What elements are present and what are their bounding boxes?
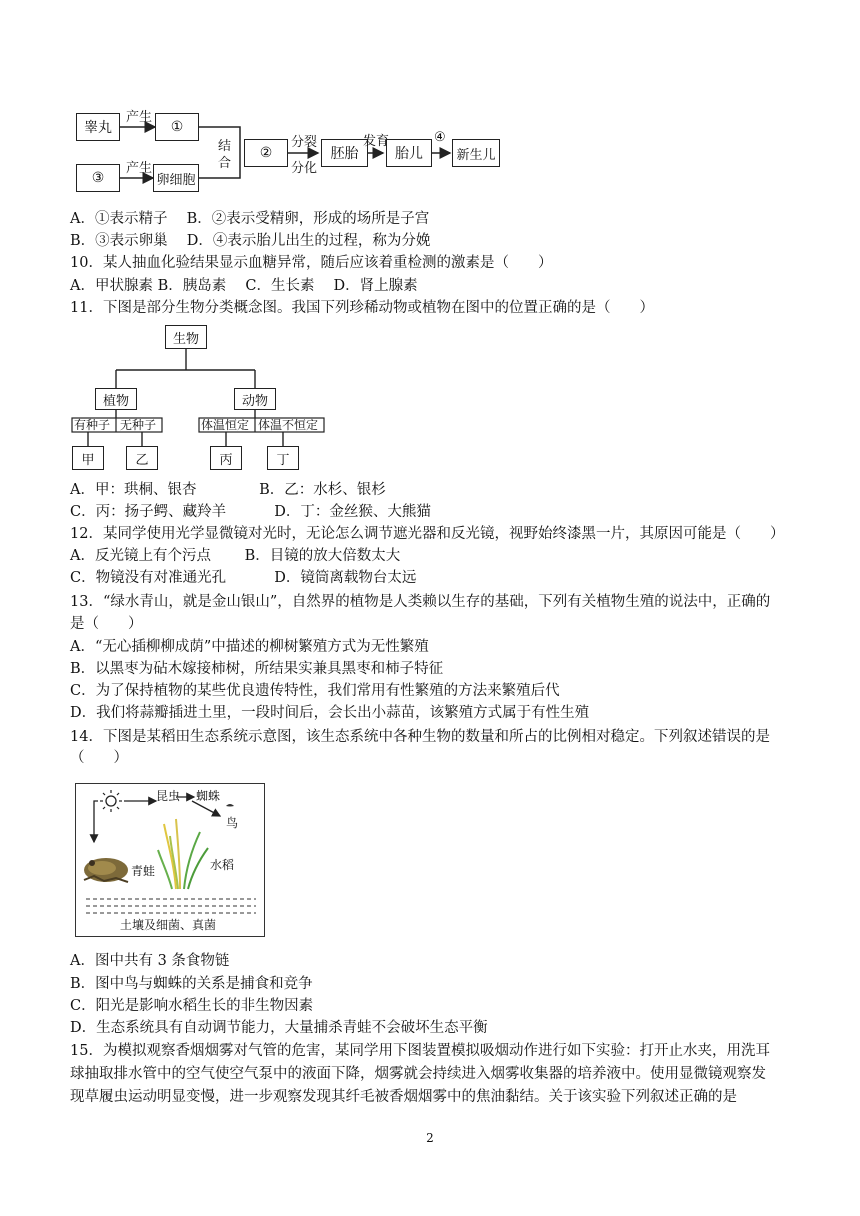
- label-temp-var: 体温不恒定: [258, 418, 319, 432]
- q14-option-b: B．图中鸟与蜘蛛的关系是捕食和竞争: [70, 976, 313, 992]
- node-yi: 乙: [126, 446, 158, 470]
- q10-stem: 10．某人抽血化验结果显示血糖异常，随后应该着重检测的激素是（ ）: [70, 255, 553, 271]
- node-jia: 甲: [72, 446, 104, 470]
- label-produce-top: 产生: [126, 110, 153, 125]
- box-embryo: 胚胎: [321, 139, 368, 167]
- q9-option-line-1: A．①表示精子 B．②表示受精卵，形成的场所是子宫: [70, 211, 430, 227]
- sun-icon: [100, 790, 122, 812]
- bird-icon: [226, 804, 234, 807]
- label-differentiate: 分化: [291, 161, 318, 176]
- q13-option-c: C．为了保持植物的某些优良遗传特性，我们常用有性繁殖的方法来繁殖后代: [70, 683, 560, 699]
- q12-option-line-2: C．物镜没有对准通光孔 D．镜筒离载物台太远: [70, 570, 417, 586]
- ecosystem-illustration: [76, 784, 266, 938]
- q15-line-3: 现草履虫运动明显变慢，进一步观察发现其纤毛被香烟烟雾中的焦油黏结。关于该实验下列叙述正确的是: [70, 1089, 737, 1105]
- q9-option-line-2: B．③表示卵巢 D．④表示胎儿出生的过程，称为分娩: [70, 233, 431, 249]
- q13-stem-line-2: 是（ ）: [70, 616, 143, 632]
- node-plant: 植物: [95, 388, 137, 410]
- page-number: 2: [426, 1131, 434, 1145]
- q13-option-a: A．“无心插柳柳成荫”中描述的柳树繁殖方式为无性繁殖: [70, 639, 429, 655]
- box-3: ③: [76, 164, 120, 192]
- label-4: ④: [434, 130, 446, 145]
- q12-option-line-1: A．反光镜上有个污点 B．目镜的放大倍数太大: [70, 548, 401, 564]
- q11-option-line-2: C．丙：扬子鳄、藏羚羊 D．丁：金丝猴、大熊猫: [70, 504, 431, 520]
- node-organism: 生物: [165, 325, 207, 349]
- q13-stem-line-1: 13．“绿水青山，就是金山银山”，自然界的植物是人类赖以生存的基础，下列有关植物生殖的说法中，正确的: [70, 594, 771, 610]
- node-bing: 丙: [210, 446, 242, 470]
- label-has-seed: 有种子: [74, 418, 111, 432]
- q15-line-1: 15．为模拟观察香烟烟雾对气管的危害，某同学用下图装置模拟吸烟动作进行如下实验：打开止水夹，用洗耳: [70, 1043, 770, 1059]
- q11-stem: 11．下图是部分生物分类概念图。我国下列珍稀动物或植物在图中的位置正确的是（ ）: [70, 300, 654, 316]
- box-newborn: 新生儿: [452, 139, 500, 167]
- label-temp-const: 体温恒定: [201, 418, 250, 432]
- label-spider: 蜘蛛: [196, 789, 221, 803]
- q14-option-c: C．阳光是影响水稻生长的非生物因素: [70, 998, 314, 1014]
- q14-stem-line-1: 14．下图是某稻田生态系统示意图，该生态系统中各种生物的数量和所占的比例相对稳定。下列叙述错误的是: [70, 729, 770, 745]
- label-insect: 昆虫: [156, 789, 181, 803]
- label-soil: 土壤及细菌、真菌: [120, 918, 217, 932]
- label-combine-2: 合: [218, 156, 232, 171]
- label-rice: 水稻: [210, 858, 235, 872]
- box-testis: 睾丸: [76, 113, 120, 141]
- box-1: ①: [155, 113, 199, 141]
- node-animal: 动物: [234, 388, 276, 410]
- q12-stem: 12．某同学使用光学显微镜对光时，无论怎么调节遮光器和反光镜，视野始终漆黑一片，其原因可能是（ ）: [70, 526, 785, 542]
- q14-option-a: A．图中共有 3 条食物链: [70, 953, 230, 969]
- q14-option-d: D．生态系统具有自动调节能力，大量捕杀青蛙不会破坏生态平衡: [70, 1020, 488, 1036]
- node-ding: 丁: [267, 446, 299, 470]
- label-combine-1: 结: [218, 139, 232, 154]
- label-bird: 鸟: [226, 816, 239, 830]
- label-no-seed: 无种子: [120, 418, 157, 432]
- q14-stem-line-2: （ ）: [70, 750, 128, 766]
- q15-line-2: 球抽取排水管中的空气使空气泵中的液面下降，烟雾就会持续进入烟雾收集器的培养液中。使用显微镜观察发: [70, 1066, 766, 1082]
- q13-option-b: B．以黑枣为砧木嫁接柿树，所结果实兼具黑枣和柿子特征: [70, 661, 444, 677]
- box-fetus: 胎儿: [386, 139, 432, 167]
- label-divide: 分裂: [291, 135, 318, 150]
- q13-option-d: D．我们将蒜瓣插进土里，一段时间后，会长出小蒜苗，该繁殖方式属于有性生殖: [70, 705, 590, 721]
- label-develop: 发育: [363, 134, 390, 149]
- q10-options: A．甲状腺素 B．胰岛素 C．生长素 D．肾上腺素: [70, 278, 418, 294]
- box-2: ②: [244, 139, 288, 167]
- label-produce-bottom: 产生: [126, 161, 153, 176]
- frog-icon: [84, 858, 128, 882]
- box-egg: 卵细胞: [153, 164, 199, 192]
- label-frog: 青蛙: [131, 864, 156, 878]
- rice-plant-icon: [158, 819, 208, 889]
- ecosystem-diagram: [75, 783, 265, 937]
- q11-option-line-1: A．甲：珙桐、银杏 B．乙：水杉、银杉: [70, 482, 386, 498]
